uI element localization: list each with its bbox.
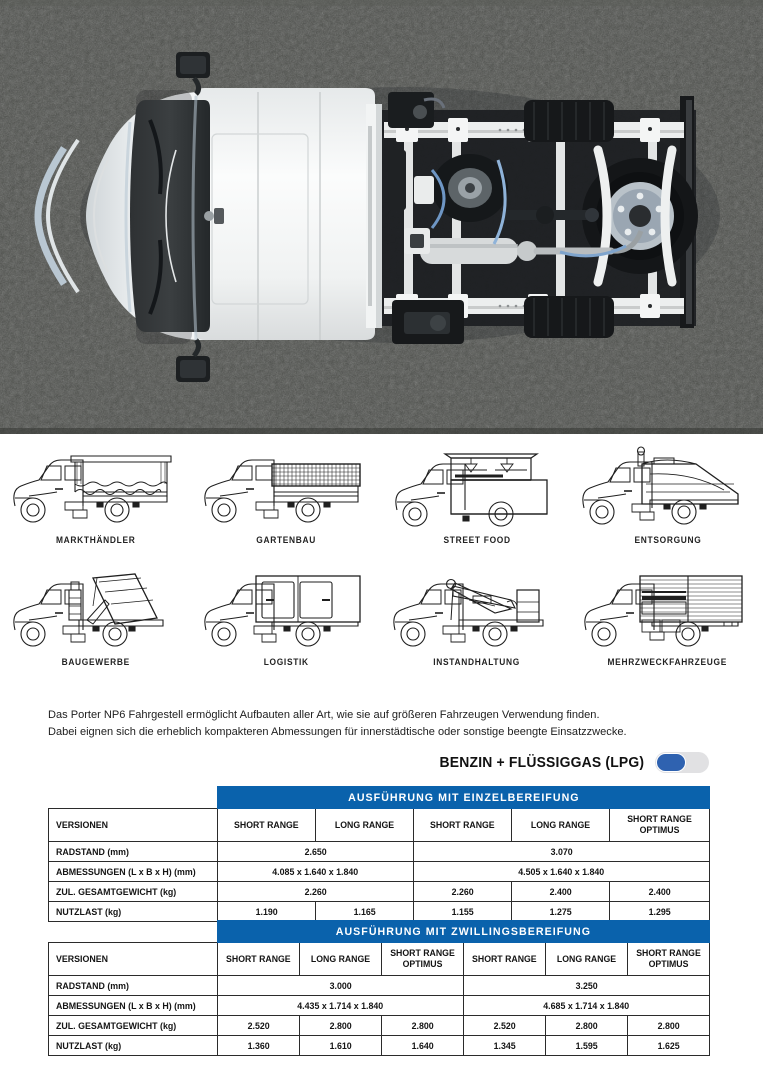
body-type-street-food[interactable] [382, 440, 573, 545]
column-header: SHORT RANGE OPTIMUS [382, 943, 464, 976]
body-type-logistik[interactable] [191, 562, 382, 667]
cell-value: 2.800 [382, 1016, 464, 1036]
cell-value: 3.250 [464, 976, 710, 996]
table-row [49, 882, 710, 902]
cell-value: 1.165 [316, 902, 414, 922]
table-caption: AUSFÜHRUNG MIT ZWILLINGSBEREIFUNG [218, 921, 710, 943]
hero-photo [0, 0, 763, 434]
mesh-side-flatbed-truck-icon [198, 440, 374, 532]
table-row [49, 976, 710, 996]
caption-spacer [49, 787, 218, 809]
food-truck-icon [389, 440, 565, 532]
cell-value: 1.640 [382, 1036, 464, 1056]
caption-spacer [49, 921, 218, 943]
row-label: ABMESSUNGEN (L x B x H) (mm) [49, 996, 218, 1016]
row-label: RADSTAND (mm) [49, 842, 218, 862]
row-label: ZUL. GESAMTGEWICHT (kg) [49, 1016, 218, 1036]
body-type-gartenbau[interactable] [191, 440, 382, 545]
body-type-label: STREET FOOD [443, 535, 511, 545]
curtainside-truck-icon [7, 440, 183, 532]
body-type-label: GARTENBAU [256, 535, 317, 545]
column-header: SHORT RANGE [414, 809, 512, 842]
body-type-icon-grid [0, 440, 763, 667]
spec-table-single-tyres [48, 786, 710, 922]
table-row [49, 1036, 710, 1056]
column-header: LONG RANGE [546, 943, 628, 976]
cell-value: 1.190 [218, 902, 316, 922]
column-header: SHORT RANGE OPTIMUS [610, 809, 710, 842]
cell-value: 1.595 [546, 1036, 628, 1056]
cell-value: 1.345 [464, 1036, 546, 1056]
aerial-platform-truck-icon [389, 562, 565, 654]
cell-value: 3.070 [414, 842, 710, 862]
cell-value: 2.400 [512, 882, 610, 902]
body-type-markthaendler[interactable] [0, 440, 191, 545]
cell-value: 1.275 [512, 902, 610, 922]
body-type-label: BAUGEWERBE [61, 657, 130, 667]
roller-shutter-truck-icon [580, 562, 756, 654]
fuel-type-label: BENZIN + FLÜSSIGGAS (LPG) [439, 754, 644, 771]
body-type-label: LOGISTIK [263, 657, 309, 667]
cell-value: 2.650 [218, 842, 414, 862]
body-type-mehrzweckfahrzeuge[interactable] [572, 562, 763, 667]
intro-paragraph [48, 707, 700, 741]
body-type-instandhaltung[interactable] [382, 562, 573, 667]
cell-value: 4.085 x 1.640 x 1.840 [218, 862, 414, 882]
column-header: SHORT RANGE OPTIMUS [628, 943, 710, 976]
cell-value: 2.260 [414, 882, 512, 902]
table-row [49, 862, 710, 882]
intro-line-1: Das Porter NP6 Fahrgestell ermöglicht Aufbauten aller Art, wie sie auf größeren Fahrzeugen Verwendung finden. [48, 709, 600, 721]
cell-value: 3.000 [218, 976, 464, 996]
cell-value: 2.260 [218, 882, 414, 902]
cell-value: 2.800 [300, 1016, 382, 1036]
cell-value: 1.360 [218, 1036, 300, 1056]
cell-value: 2.520 [464, 1016, 546, 1036]
fuel-type-toggle[interactable] [655, 752, 709, 773]
cell-value: 2.800 [628, 1016, 710, 1036]
body-type-row-2 [0, 562, 763, 667]
body-type-label: INSTANDHALTUNG [433, 657, 521, 667]
spec-table-single-tyres-wrapper [48, 786, 709, 922]
table-row [49, 1016, 710, 1036]
table-row [49, 842, 710, 862]
cell-value: 2.400 [610, 882, 710, 902]
box-van-truck-icon [198, 562, 374, 654]
body-type-label: ENTSORGUNG [634, 535, 702, 545]
spec-table-twin-tyres [48, 920, 710, 1056]
row-label: ABMESSUNGEN (L x B x H) (mm) [49, 862, 218, 882]
row-label: RADSTAND (mm) [49, 976, 218, 996]
cell-value: 1.625 [628, 1036, 710, 1056]
table-caption-row [49, 921, 710, 943]
table-row [49, 996, 710, 1016]
column-header: LONG RANGE [300, 943, 382, 976]
row-header-label: VERSIONEN [49, 943, 218, 976]
refuse-truck-icon [580, 440, 756, 532]
body-type-baugewerbe[interactable] [0, 562, 191, 667]
column-header: SHORT RANGE [464, 943, 546, 976]
spec-table-twin-tyres-wrapper [48, 920, 709, 1056]
column-header: SHORT RANGE [218, 809, 316, 842]
column-header: SHORT RANGE [218, 943, 300, 976]
intro-line-2: Dabei eignen sich die erheblich kompakteren Abmessungen für innerstädtische oder sonstige beengte Einsatzzwecke. [48, 726, 627, 738]
cell-value: 4.685 x 1.714 x 1.840 [464, 996, 710, 1016]
cell-value: 4.435 x 1.714 x 1.840 [218, 996, 464, 1016]
body-type-row-1 [0, 440, 763, 545]
cell-value: 4.505 x 1.640 x 1.840 [414, 862, 710, 882]
cell-value: 2.520 [218, 1016, 300, 1036]
column-header: LONG RANGE [512, 809, 610, 842]
body-type-label: MARKTHÄNDLER [55, 535, 136, 545]
table-header-row [49, 809, 710, 842]
cell-value: 1.155 [414, 902, 512, 922]
cell-value: 1.295 [610, 902, 710, 922]
fuel-type-selector [0, 752, 709, 773]
table-header-row [49, 943, 710, 976]
body-type-label: MEHRZWECKFAHRZEUGE [607, 657, 728, 667]
body-type-entsorgung[interactable] [572, 440, 763, 545]
table-caption: AUSFÜHRUNG MIT EINZELBEREIFUNG [218, 787, 710, 809]
table-row [49, 902, 710, 922]
toggle-knob[interactable] [656, 753, 686, 772]
row-label: NUTZLAST (kg) [49, 1036, 218, 1056]
row-label: ZUL. GESAMTGEWICHT (kg) [49, 882, 218, 902]
cell-value: 2.800 [546, 1016, 628, 1036]
column-header: LONG RANGE [316, 809, 414, 842]
row-header-label: VERSIONEN [49, 809, 218, 842]
tipper-truck-icon [7, 562, 183, 654]
cell-value: 1.610 [300, 1036, 382, 1056]
table-caption-row [49, 787, 710, 809]
row-label: NUTZLAST (kg) [49, 902, 218, 922]
